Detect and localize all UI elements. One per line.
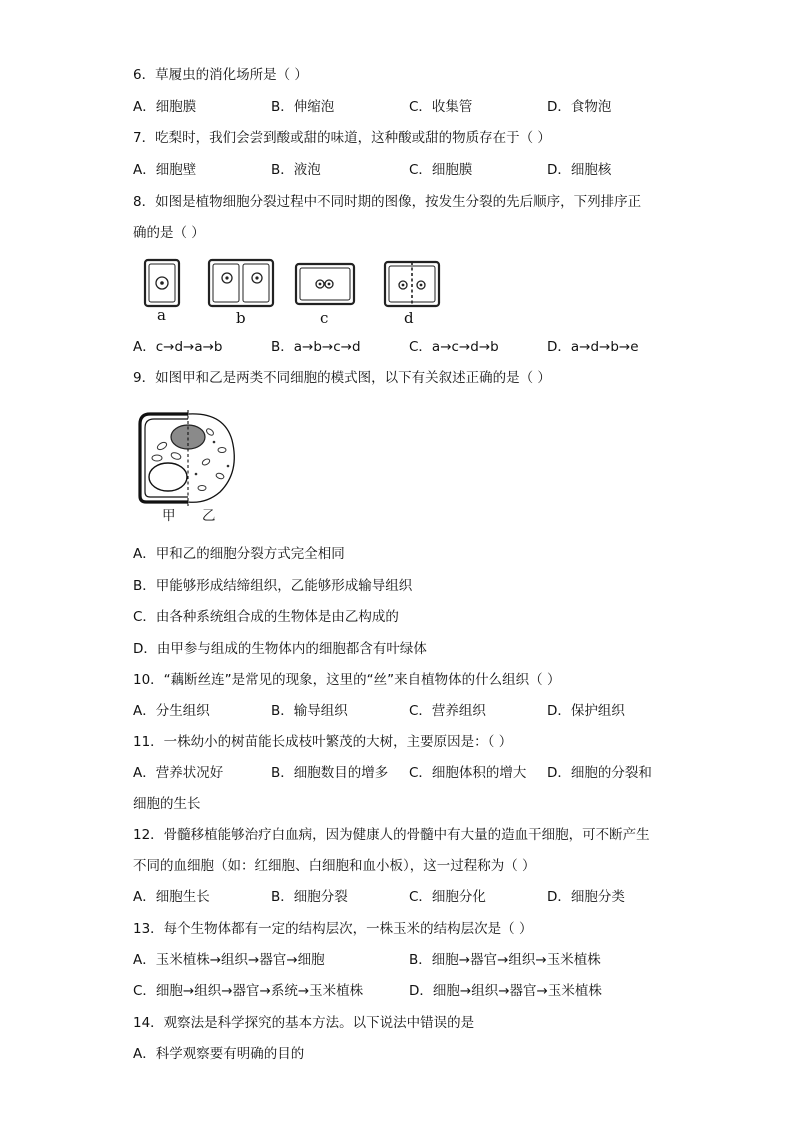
q13-stem: 13．每个生物体都有一定的结构层次，一株玉米的结构层次是（ ）: [133, 921, 533, 937]
q9-label-yi: 乙: [202, 508, 216, 524]
cell-d-drawing: [385, 262, 439, 306]
q8-label-c: c: [320, 309, 329, 327]
q7-option-c: C．细胞膜: [409, 162, 473, 178]
q12-stem-line1: 12．骨髓移植能够治疗白血病，因为健康人的骨髓中有大量的造血干细胞，可不断产生: [133, 827, 650, 843]
q9-option-a: A．甲和乙的细胞分裂方式完全相同: [133, 546, 345, 562]
q6-option-d: D．食物泡: [547, 99, 612, 115]
q8-cell-division-figure: [143, 258, 443, 310]
q8-option-c: C．a→c→d→b: [409, 339, 499, 355]
q7-option-b: B．液泡: [271, 162, 321, 178]
q10-stem: 10．“藕断丝连”是常见的现象，这里的“丝”来自植物体的什么组织（ ）: [133, 672, 561, 688]
q14-stem: 14．观察法是科学探究的基本方法。以下说法中错误的是: [133, 1015, 475, 1031]
q6-stem: 6．草履虫的消化场所是（ ）: [133, 67, 308, 83]
q12-option-a: A．细胞生长: [133, 889, 210, 905]
q9-stem: 9．如图甲和乙是两类不同细胞的模式图，以下有关叙述正确的是（ ）: [133, 370, 551, 386]
q8-label-d: d: [404, 309, 414, 327]
q8-stem-line2: 确的是（ ）: [133, 225, 205, 241]
q12-stem-line2: 不同的血细胞（如：红细胞、白细胞和血小板），这一过程称为（ ）: [133, 858, 536, 874]
q8-label-a: a: [157, 306, 166, 324]
q6-option-b: B．伸缩泡: [271, 99, 335, 115]
q8-option-d: D．a→d→b→e: [547, 339, 639, 355]
q11-option-b: B．细胞数目的增多: [271, 765, 389, 781]
q9-option-d: D．由甲参与组成的生物体内的细胞都含有叶绿体: [133, 641, 427, 657]
cell-c-drawing: [296, 264, 354, 304]
q8-stem-line1: 8．如图是植物细胞分裂过程中不同时期的图像，按发生分裂的先后顺序，下列排序正: [133, 194, 642, 210]
q10-option-b: B．输导组织: [271, 703, 348, 719]
q13-option-d: D．细胞→组织→器官→玉米植株: [409, 983, 602, 999]
q8-option-b: B．a→b→c→d: [271, 339, 361, 355]
q11-stem: 11．一株幼小的树苗能长成枝叶繁茂的大树，主要原因是：（ ）: [133, 734, 513, 750]
q7-option-a: A．细胞壁: [133, 162, 197, 178]
cell-b-drawing: [209, 260, 273, 306]
cell-a-drawing: [145, 260, 179, 306]
q13-option-c: C．细胞→组织→器官→系统→玉米植株: [133, 983, 364, 999]
q10-option-c: C．营养组织: [409, 703, 486, 719]
q11-option-a: A．营养状况好: [133, 765, 224, 781]
q12-option-c: C．细胞分化: [409, 889, 486, 905]
q11-option-c: C．细胞体积的增大: [409, 765, 527, 781]
q13-option-a: A．玉米植株→组织→器官→细胞: [133, 952, 325, 968]
q9-option-c: C．由各种系统组合成的生物体是由乙构成的: [133, 609, 399, 625]
q6-option-a: A．细胞膜: [133, 99, 197, 115]
q10-option-d: D．保护组织: [547, 703, 625, 719]
q13-option-b: B．细胞→器官→组织→玉米植株: [409, 952, 601, 968]
q12-option-d: D．细胞分类: [547, 889, 625, 905]
q9-option-b: B．甲能够形成结缔组织，乙能够形成输导组织: [133, 578, 413, 594]
q9-cell-comparison-figure: [136, 410, 244, 506]
q8-option-a: A．c→d→a→b: [133, 339, 223, 355]
q8-label-b: b: [236, 309, 246, 327]
q7-option-d: D．细胞核: [547, 162, 612, 178]
q9-label-jia: 甲: [162, 508, 176, 524]
q11-option-d-continued: 细胞的生长: [133, 796, 201, 812]
q6-option-c: C．收集管: [409, 99, 473, 115]
q11-option-d: D．细胞的分裂和: [547, 765, 652, 781]
q14-option-a: A．科学观察要有明确的目的: [133, 1046, 305, 1062]
q10-option-a: A．分生组织: [133, 703, 210, 719]
q12-option-b: B．细胞分裂: [271, 889, 348, 905]
q7-stem: 7．吃梨时，我们会尝到酸或甜的味道，这种酸或甜的物质存在于（ ）: [133, 130, 551, 146]
